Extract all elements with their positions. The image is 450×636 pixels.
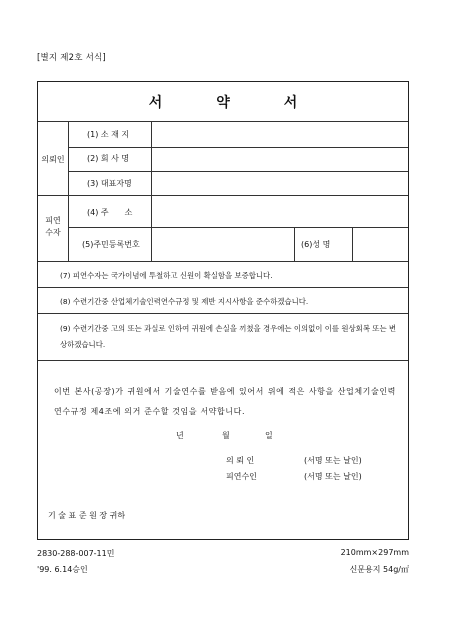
name-label-rule <box>352 227 353 261</box>
applicant-signature-note: (서명 또는 날인) <box>304 456 362 465</box>
address-label: (1) 소 재 지 <box>87 130 130 139</box>
statement-divider-7 <box>38 261 408 262</box>
paper-size: 210mm×297mm <box>340 548 409 557</box>
resident-number-label: (5)주민등록번호 <box>82 240 140 249</box>
label-column-rule <box>151 121 152 261</box>
group-divider <box>38 195 408 196</box>
applicant-group-label: 의뢰인 <box>41 155 65 164</box>
pledge-text: 이번 본사(공장)가 귀원에서 기술연수를 받음에 있어서 위에 적은 사항을 산업체기술인력 연수규정 제4조에 의거 준수할 것임을 서약합니다. <box>54 387 396 416</box>
representative-label: (3) 대표자명 <box>87 179 132 188</box>
trainee-group-label: 피연수자 <box>45 216 61 237</box>
statement-divider-9 <box>38 313 408 314</box>
applicant-signature-label: 의 뢰 인 <box>226 456 255 465</box>
date-year: 년 <box>176 431 184 440</box>
recipient: 기 술 표 준 원 장 귀하 <box>48 511 126 520</box>
name-column-rule <box>294 227 295 261</box>
statement-divider-8 <box>38 287 408 288</box>
trainee-signature-label: 피연수인 <box>226 472 257 481</box>
trainee-signature-note: (서명 또는 날인) <box>304 472 362 481</box>
paper-type: 신문용지 54g/㎡ <box>349 565 409 574</box>
pledge-form <box>37 81 409 540</box>
row-divider-2 <box>68 171 408 172</box>
approval-date: '99. 6.14승인 <box>37 565 88 574</box>
statement-7: (7) 피연수자는 국가이념에 투철하고 신원이 확실함을 보증합니다. <box>60 271 273 280</box>
trainee-address-label: (4) 주 소 <box>87 208 133 217</box>
form-number-label: [별지 제2호 서식] <box>37 53 106 63</box>
statement-9: (9) 수련기간중 고의 또는 과실로 인하여 귀원에 손실을 끼쳤을 경우에는 이의없이 이를 원상회복 또는 변상하겠습니다. <box>60 324 397 349</box>
statement-8: (8) 수련기간중 산업체기술인력연수규정 및 제반 지시사항을 준수하겠습니다. <box>60 297 309 306</box>
date-day: 일 <box>265 431 273 440</box>
row-divider-3 <box>68 227 408 228</box>
pledge-divider <box>38 360 408 361</box>
title-divider <box>38 121 408 122</box>
date-month: 월 <box>222 431 230 440</box>
form-code: 2830-288-007-11민 <box>37 549 115 558</box>
form-title: 서약서 <box>148 94 352 111</box>
group-column-rule <box>68 121 69 261</box>
name-label: (6)성 명 <box>301 240 331 249</box>
row-divider-1 <box>68 147 408 148</box>
company-label: (2) 회 사 명 <box>87 154 130 163</box>
